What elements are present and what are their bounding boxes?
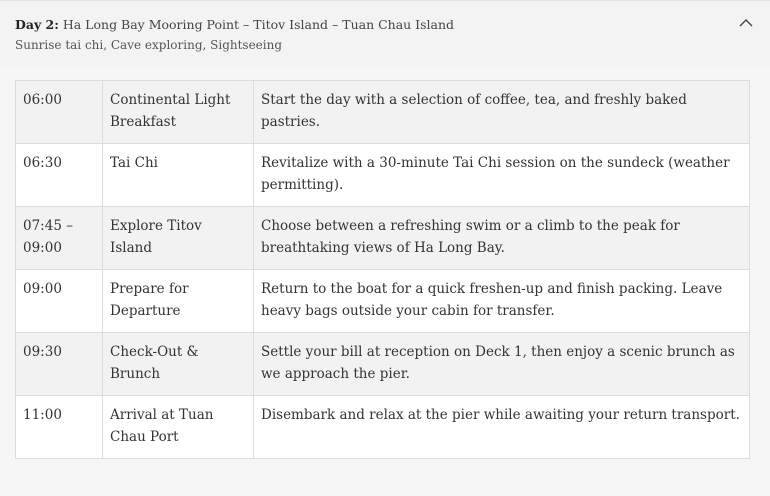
- schedule-time: 07:45 – 09:00: [16, 207, 103, 270]
- schedule-activity: Tai Chi: [103, 144, 254, 207]
- day-header[interactable]: [0, 1, 770, 67]
- schedule-activity: Prepare for Departure: [103, 270, 254, 333]
- chevron-up-icon[interactable]: [736, 13, 756, 33]
- table-row: [16, 333, 750, 396]
- schedule-description: Return to the boat for a quick freshen-up and finish packing. Leave heavy bags outside your cabin for transfer.: [254, 270, 750, 333]
- table-row: [16, 270, 750, 333]
- schedule-description: Disembark and relax at the pier while awaiting your return transport.: [254, 396, 750, 459]
- schedule-description: Start the day with a selection of coffee, tea, and freshly baked pastries.: [254, 81, 750, 144]
- schedule-time: 09:00: [16, 270, 103, 333]
- day-title: [15, 16, 454, 34]
- schedule-activity: Arrival at Tuan Chau Port: [103, 396, 254, 459]
- day-highlights: Sunrise tai chi, Cave exploring, Sightseeing: [15, 38, 283, 52]
- schedule-description: Settle your bill at reception on Deck 1, then enjoy a scenic brunch as we approach the pier.: [254, 333, 750, 396]
- day-schedule-content: [0, 67, 770, 496]
- table-row: [16, 144, 750, 207]
- schedule-description: Choose between a refreshing swim or a climb to the peak for breathtaking views of Ha Long Bay.: [254, 207, 750, 270]
- schedule-time: 09:30: [16, 333, 103, 396]
- schedule-time: 06:30: [16, 144, 103, 207]
- schedule-time: 11:00: [16, 396, 103, 459]
- table-row: [16, 81, 750, 144]
- schedule-activity: Check-Out & Brunch: [103, 333, 254, 396]
- schedule-table: [15, 80, 750, 459]
- schedule-activity: Continental Light Breakfast: [103, 81, 254, 144]
- schedule-time: 06:00: [16, 81, 103, 144]
- schedule-description: Revitalize with a 30-minute Tai Chi session on the sundeck (weather permitting).: [254, 144, 750, 207]
- schedule-activity: Explore Titov Island: [103, 207, 254, 270]
- day-route: Ha Long Bay Mooring Point – Titov Island – Tuan Chau Island: [62, 17, 455, 32]
- table-row: [16, 396, 750, 459]
- day-label: Day 2:: [15, 17, 59, 32]
- table-row: [16, 207, 750, 270]
